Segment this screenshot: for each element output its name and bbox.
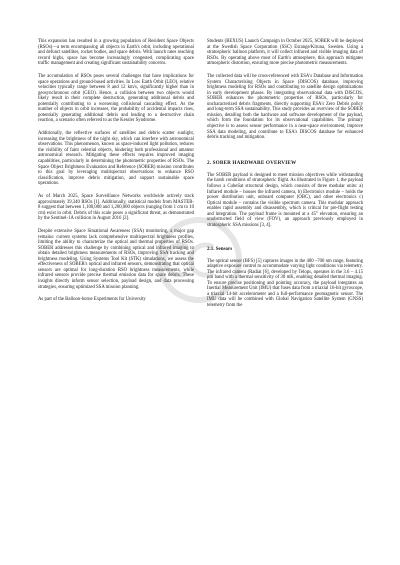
left-column [38, 39, 194, 310]
subsection-heading: 2.1. Sensors [207, 246, 233, 252]
paragraph: Additionally, the reflective surfaces of satellites and debris scatter sunlight, increasing the brightness of the night sky, which can interfere with astronomical observations. This phenomenon, known as space-induced light pollution, reduces the visibility of faint celestial objects, hindering both professional and amateur astronomical research. Mitigating these effects requires improved imaging capabilities, particularly in determining the photometric properties of RSOs. The Space Object Brightness Evaluation and Reference (SOBER) mission contributes to this goal by leveraging multispectral observations to enhance RSO classification, improve debris mitigation, and support sustainable space operations. [38, 131, 194, 187]
paragraph: As of March 2025, Space Surveillance Networks worldwide actively track approximately 39,340 RSOs [1]. Additionally, statistical models from MASTER-8 suggest that between 1,100,000 and 1,200,000 objects (ranging from 1 cm to 10 cm) exist in orbit. Debris of this scale poses a significant threat, as demonstrated by the Sentinel-1A collision in August 2016 [2]. [38, 194, 194, 222]
section-heading: 2. SOBER HARDWARE OVERVIEW [207, 159, 297, 166]
right-column [207, 39, 363, 316]
paragraph: This expansion has resulted in a growing population of Resident Space Objects (RSOs)—a term encompassing all objects in Earth's orbit, including operational and defunct satellites, rocket bodies, and space debris. With launch rates reaching record highs, space has become increasingly congested, complicating space traffic management and creating significant sustainability concerns. [38, 39, 194, 67]
paragraph: The accumulation of RSOs poses several challenges that have implications for space operations and ground-based activities. In Low Earth Orbit (LEO), relative velocities typically range between 8 and 12 km/s, significantly higher than in geosynchronous orbit (GEO). Hence, a collision between two objects would likely result in their complete destruction, generating additional debris and potentially contributing to a worsening collisional cascading effect. As the number of objects in orbit increases, the probability of accidental impacts rises, potentially generating additional debris and leading to a destructive chain reaction, a scenario often referred to as the Kessler Syndrome. [38, 74, 194, 124]
paragraph: Despite extensive Space Situational Awareness (SSA) monitoring, a major gap remains: current systems lack comprehensive multispectral brightness profiles, limiting the ability to characterize the optical and thermal properties of RSOs. SOBER addresses this challenge by combining optical and infrared imaging to obtain detailed brightness measurements of RSOs, improving SSA tracking and brightness modeling. Using Systems Tool Kit (STK) simulations, we assess the effectiveness of SOBER's optical and infrared sensors, demonstrating that optical sensors are optimal for long-duration RSO brightness measurements, while infrared sensors provide precise thermal emission data for space debris. These insights directly inform sensor selection, payload design, and data processing strategies, ensuring optimized SSA mission planning. [38, 229, 194, 290]
paragraph: The collected data will be cross-referenced with ESA's Database and Information System Characterising Objects in Space (DISCOS) database, improving brightness modeling for RSOs and contributing to satellite design optimizations in early development phases. By integrating observational data with DISCOS, SOBER enhances the photometric properties of RSOs, particularly for uncharacterized debris fragments, directly supporting ESA's Zero Debris policy and long-term SSA sustainability. This study provides an overview of the SOBER mission, detailing both the hardware and software development of the payload, which form the foundation for its observational capabilities. The primary objective is to assess sensor performance in a near-space environment, improve SSA data modeling, and contribute to ESA's DISCOS database for enhanced debris tracking and mitigation. [207, 74, 363, 141]
paragraph: As part of the Balloon-borne Experiments for University [38, 297, 146, 303]
paragraph: The SOBER payload is designed to meet mission objectives while withstanding the harsh conditions of stratospheric flight. As illustrated in Figure 1, the payload follows a CubeSat structural design, which consists of three modular units: a) Infrared module – houses the infrared camera, b) Electronics module – holds the power distribution unit, onboard computer (OBC), and other electronics c) Optical module – contains the visible spectrum camera. This modular approach enables rapid assembly and disassembly, which is critical for pre-flight testing and integration. The payload frame is mounted at a 45° elevation, ensuring an unobstructed field of view (FOV), an approach previously employed in stratospheric SSA missions [3, 4]. [207, 172, 363, 228]
paragraph: Students (BEXUS) Launch Campaign in October 2025, SOBER will be deployed at the Swedish Space Corporation (SSC) Esrange/Kiruna, Sweden. Using a stratospheric balloon platform, it will collect infrared and visible imaging data of RSOs. By operating above most of Earth's atmosphere, this approach mitigates atmospheric distortion, ensuring more precise photometric measurements. [207, 39, 363, 67]
paragraph: The optical sensor (BFS) [5] captures images in the 400 –700 nm range, featuring adaptive exposure control to accommodate varying light conditions via telemetry. The infrared camera (Radiat [6], developed by Telops, operates in the 3.6 – 4.15 μm band with a thermal sensitivity of 30 mK, enabling detailed thermal imaging. To ensure precise positioning and pointing accuracy, the payload integrates an Inertial Measurement Unit (IMU) that fuses data from a triaxial 16-bit gyroscope, a triaxial 14-bit accelerometer and a full-performance geomagnetic sensor. The IMU data will be combined with Global Navigation Satellite System (GNSS) telemetry from the [207, 258, 363, 309]
